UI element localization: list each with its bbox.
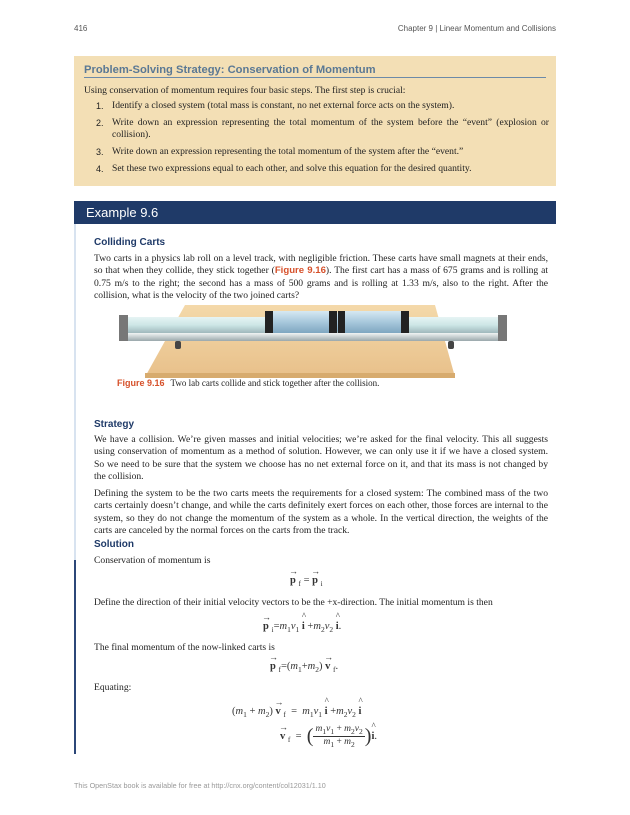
problem-statement bbox=[94, 253, 548, 303]
subscript-2: 2 bbox=[351, 739, 355, 749]
unit-vector-i: ^ i bbox=[359, 706, 362, 717]
strategy-steps-list bbox=[84, 100, 549, 180]
equation-equating-line-2 bbox=[280, 724, 377, 749]
step-text: Identify a closed system (total mass is constant, no net external force acts on the system). bbox=[112, 100, 455, 111]
strategy-box-title: Problem-Solving Strategy: Conservation of Momentum bbox=[84, 64, 546, 78]
step-number: 1. bbox=[96, 101, 104, 111]
mass-symbol: m bbox=[323, 736, 331, 747]
unit-vector-i: ^ i bbox=[325, 706, 328, 717]
subscript-1: 1 bbox=[330, 726, 335, 736]
solution-paragraph-2: Define the direction of their initial velocity vectors to be the +x-direction. The initial momentum is then bbox=[94, 597, 493, 608]
problem-text: Two carts in a physics lab roll on a level track, with negligible friction. These carts have small magnets at their ends, so that when they collide, they stick together ( bbox=[94, 253, 548, 277]
subscript-1: 1 bbox=[322, 726, 327, 736]
mass-symbol: m bbox=[302, 706, 310, 717]
figure-label: Figure 9.16 bbox=[117, 378, 165, 388]
mass-symbol: m bbox=[344, 724, 352, 734]
plus-sign: + bbox=[336, 736, 342, 747]
figure-caption-text: Two lab carts collide and stick together after the collision. bbox=[170, 378, 380, 388]
right-paren: ) bbox=[269, 706, 273, 717]
step-number: 2. bbox=[96, 118, 104, 128]
vector-v: → v bbox=[325, 661, 330, 672]
figure-caption bbox=[117, 378, 379, 388]
step-text: Write down an expression representing the total momentum of the system after the “event.” bbox=[112, 146, 464, 157]
vector-v: → v bbox=[275, 706, 280, 717]
subscript-2: 2 bbox=[343, 710, 348, 720]
velocity-symbol: v bbox=[290, 621, 296, 632]
subscript-1: 1 bbox=[243, 710, 247, 720]
strategy-step bbox=[84, 146, 549, 158]
subscript-2: 2 bbox=[265, 710, 270, 720]
mass-symbol: m bbox=[313, 621, 321, 632]
plus-sign: + bbox=[330, 706, 337, 717]
problem-text: ). The first cart has a mass of 675 grams and is rolling at 0.75 m/s to the right; the second has a mass of 500 grams and is rolling at 1.33 m/s, also to the right. After the collision, what is the velocity of the two joined carts? bbox=[94, 265, 548, 302]
period: . bbox=[338, 621, 342, 632]
unit-vector-i: ^ i bbox=[371, 731, 374, 742]
cart-bumper bbox=[329, 311, 337, 333]
step-number: 3. bbox=[96, 147, 104, 157]
cart-bumper bbox=[265, 311, 273, 333]
plus-sign: + bbox=[336, 724, 342, 734]
fraction bbox=[313, 724, 364, 749]
subscript-2: 2 bbox=[315, 665, 319, 675]
fraction-numerator bbox=[313, 724, 364, 737]
strategy-paragraph-1: We have a collision. We’re given masses and initial velocities; we’re asked for the final velocity. This all suggests using conservation of momentum as a method of solution. However, we can only use it if we have a closed system. So we need to be sure that the system we choose has no net external force on it, and that its mass is not changed by the collision. bbox=[94, 434, 548, 483]
equals-sign: = bbox=[291, 706, 298, 717]
mass-symbol: m bbox=[258, 706, 266, 717]
strategy-step bbox=[84, 163, 549, 175]
subscript-2: 2 bbox=[329, 625, 334, 635]
fraction-denominator bbox=[313, 737, 364, 749]
vector-p: → p bbox=[290, 575, 296, 586]
equals-sign: = bbox=[295, 730, 302, 742]
period: . bbox=[335, 661, 339, 672]
step-number: 4. bbox=[96, 164, 104, 174]
velocity-symbol: v bbox=[324, 621, 330, 632]
solution-paragraph-4: Equating: bbox=[94, 682, 132, 693]
mass-symbol: m bbox=[307, 661, 316, 672]
vector-p: → p bbox=[312, 575, 318, 586]
subscript-i: i bbox=[320, 579, 323, 589]
subscript-1: 1 bbox=[297, 665, 302, 675]
subscript-f: f bbox=[298, 579, 301, 589]
right-paren: ) bbox=[319, 661, 323, 672]
problem-solving-strategy-box bbox=[74, 56, 556, 186]
footer-note: This OpenStax book is available for free at http://cnx.org/content/col12031/1.10 bbox=[74, 781, 326, 790]
mass-symbol: m bbox=[290, 661, 298, 672]
subscript-1: 1 bbox=[309, 710, 314, 720]
vector-p: → p bbox=[263, 621, 269, 632]
unit-vector-i: ^ i bbox=[302, 621, 305, 632]
page-number: 416 bbox=[74, 24, 88, 33]
example-header-bar bbox=[74, 201, 556, 224]
plus-sign: + bbox=[301, 661, 308, 672]
subscript-2: 2 bbox=[320, 625, 325, 635]
strategy-paragraph-2: Defining the system to be the two carts meets the requirements for a closed system: The combined mass of the two carts certainly doesn’t change, and while the carts definitely exert forces on each other, those forces are internal to the system, so they do not change the momentum of the system as a whole. In the vertical direction, the weights of the carts are canceled by the normal forces on the carts from the track. bbox=[94, 488, 548, 537]
strategy-heading: Strategy bbox=[94, 419, 135, 430]
unit-vector-i: ^ i bbox=[336, 621, 339, 632]
strategy-step bbox=[84, 117, 549, 141]
chapter-header: Chapter 9 | Linear Momentum and Collisions bbox=[397, 24, 556, 33]
subscript-1: 1 bbox=[287, 625, 291, 635]
step-text: Write down an expression representing the total momentum of the system before the “event” (explosion or collision). bbox=[112, 117, 549, 140]
left-paren: ( bbox=[286, 661, 291, 672]
figure-colliding-carts-image bbox=[115, 305, 515, 381]
left-paren: ( bbox=[306, 724, 314, 747]
solution-paragraph-3: The final momentum of the now-linked carts is bbox=[94, 642, 275, 653]
velocity-symbol: v bbox=[326, 724, 331, 734]
equation-initial-momentum bbox=[263, 621, 341, 634]
velocity-symbol: v bbox=[347, 706, 353, 717]
subscript-f: f bbox=[333, 665, 336, 675]
vector-v: → v bbox=[280, 731, 285, 742]
solution-heading: Solution bbox=[94, 539, 134, 550]
track-foot-right bbox=[448, 341, 454, 349]
cart-right bbox=[337, 311, 409, 333]
mass-symbol: m bbox=[235, 706, 244, 717]
subscript-2: 2 bbox=[352, 710, 356, 720]
subscript-1: 1 bbox=[318, 710, 323, 720]
subscript-2: 2 bbox=[359, 726, 363, 736]
strategy-step bbox=[84, 100, 549, 112]
example-side-rule-dark bbox=[74, 560, 76, 754]
mass-symbol: m bbox=[315, 724, 323, 734]
period: . bbox=[374, 730, 377, 742]
cart-bumper bbox=[401, 311, 409, 333]
equals-sign: = bbox=[280, 661, 287, 672]
subscript-i: i bbox=[271, 625, 274, 635]
mass-symbol: m bbox=[344, 736, 352, 747]
cart-left bbox=[265, 311, 337, 333]
vector-p: → p bbox=[270, 661, 276, 672]
solution-paragraph-1: Conservation of momentum is bbox=[94, 555, 211, 566]
equation-conservation bbox=[290, 575, 323, 588]
plus-sign: + bbox=[307, 621, 314, 632]
velocity-symbol: v bbox=[313, 706, 319, 717]
mass-symbol: m bbox=[336, 706, 344, 717]
step-text: Set these two expressions equal to each other, and solve this equation for the desired quantity. bbox=[112, 163, 472, 174]
plus-sign: + bbox=[249, 706, 256, 717]
subscript-f: f bbox=[283, 710, 286, 720]
subscript-1: 1 bbox=[330, 739, 335, 749]
mass-symbol: m bbox=[279, 621, 288, 632]
equals-sign: = bbox=[303, 575, 310, 586]
equals-sign: = bbox=[273, 621, 280, 632]
example-subtitle: Colliding Carts bbox=[94, 237, 166, 248]
equation-final-momentum bbox=[270, 661, 338, 674]
strategy-box-intro: Using conservation of momentum requires four basic steps. The first step is crucial: bbox=[84, 85, 406, 96]
example-title: Example 9.6 bbox=[86, 205, 159, 220]
velocity-symbol: v bbox=[354, 724, 360, 734]
track-end-right bbox=[498, 315, 507, 341]
track-end-left bbox=[119, 315, 128, 341]
equation-equating-line-1 bbox=[232, 706, 361, 719]
subscript-2: 2 bbox=[351, 726, 355, 736]
track-rail bbox=[119, 333, 507, 341]
left-paren: ( bbox=[232, 706, 236, 717]
subscript-f: f bbox=[287, 734, 291, 744]
subscript-1: 1 bbox=[295, 625, 300, 635]
right-paren: ) bbox=[364, 724, 372, 747]
figure-link[interactable]: Figure 9.16 bbox=[274, 265, 326, 277]
cart-bumper bbox=[338, 311, 345, 333]
subscript-f: f bbox=[278, 665, 281, 675]
track-foot-left bbox=[175, 341, 181, 349]
